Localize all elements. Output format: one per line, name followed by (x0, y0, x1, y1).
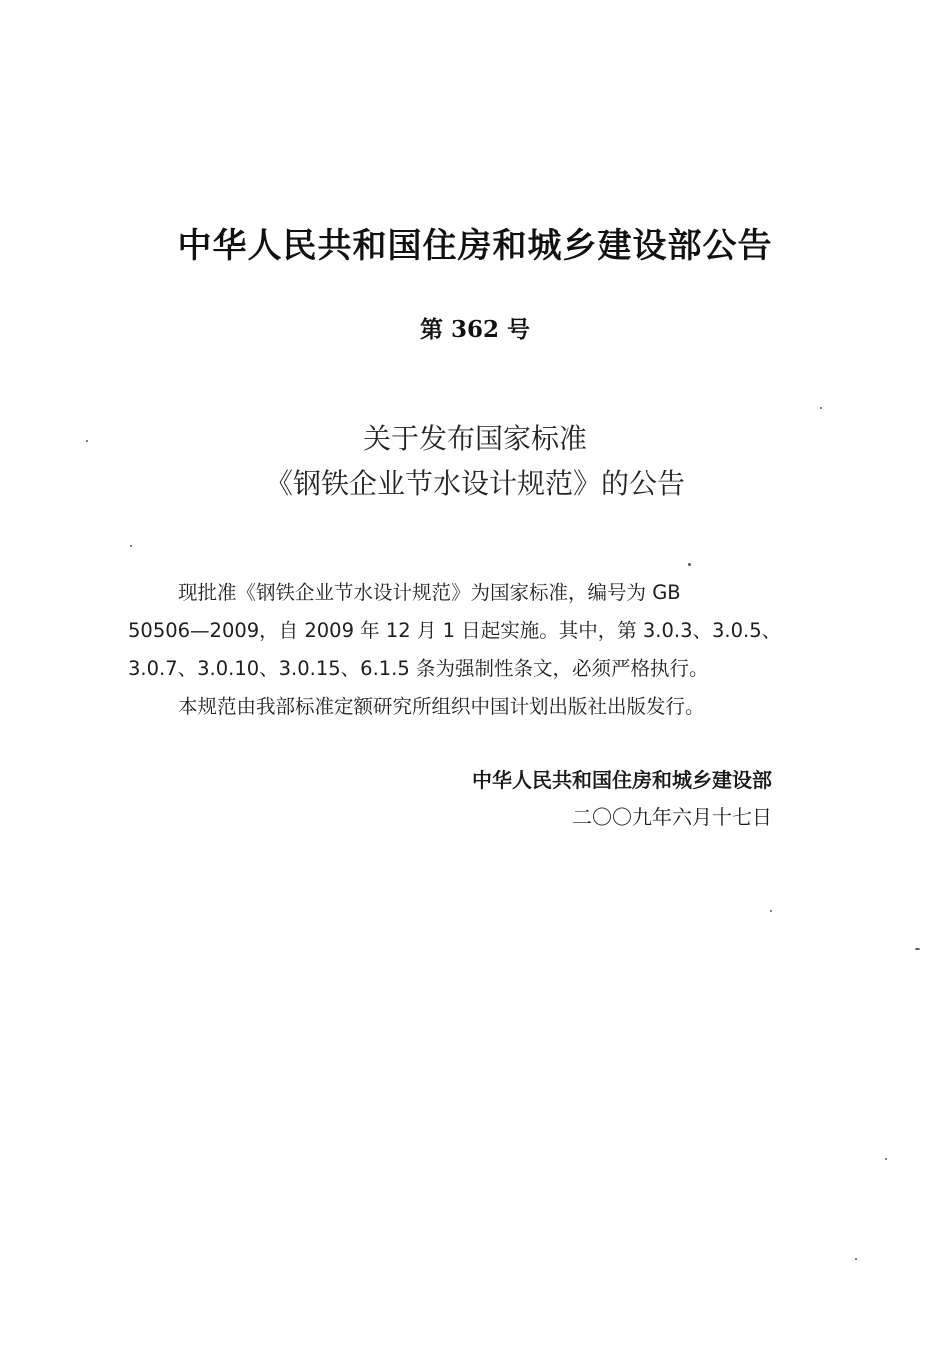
signature-date: 二〇〇九年六月十七日 (572, 805, 772, 829)
scan-speck (885, 1158, 887, 1160)
scan-speck (820, 407, 822, 409)
announcement-number: 第 362 号 (419, 316, 531, 343)
body-paragraph-1-line-1: 现批准《钢铁企业节水设计规范》为国家标准，编号为 GB (178, 581, 681, 604)
body-paragraph-2: 本规范由我部标准定额研究所组织中国计划出版社出版发行。 (178, 695, 705, 718)
scan-speck (86, 440, 88, 442)
body-paragraph-1 (128, 574, 828, 688)
announcement-title: 中华人民共和国住房和城乡建设部公告 (177, 226, 773, 266)
subtitle-line-1: 关于发布国家标准 (362, 422, 587, 455)
scan-speck (770, 910, 772, 912)
scan-speck (915, 948, 920, 950)
body-paragraph-1-line-3: 3.0.7、3.0.10、3.0.15、6.1.5 条为强制性条文，必须严格执行。 (128, 657, 709, 680)
subtitle-line-2: 《钢铁企业节水设计规范》的公告 (264, 467, 685, 500)
scan-speck (855, 1258, 857, 1260)
body-paragraph-1-line-2: 50506—2009，自 2009 年 12 月 1 日起实施。其中，第 3.0.3、3.0.5、 (128, 619, 782, 642)
scan-speck (688, 563, 691, 566)
scan-speck (130, 545, 132, 547)
signature-organization: 中华人民共和国住房和城乡建设部 (472, 768, 772, 792)
